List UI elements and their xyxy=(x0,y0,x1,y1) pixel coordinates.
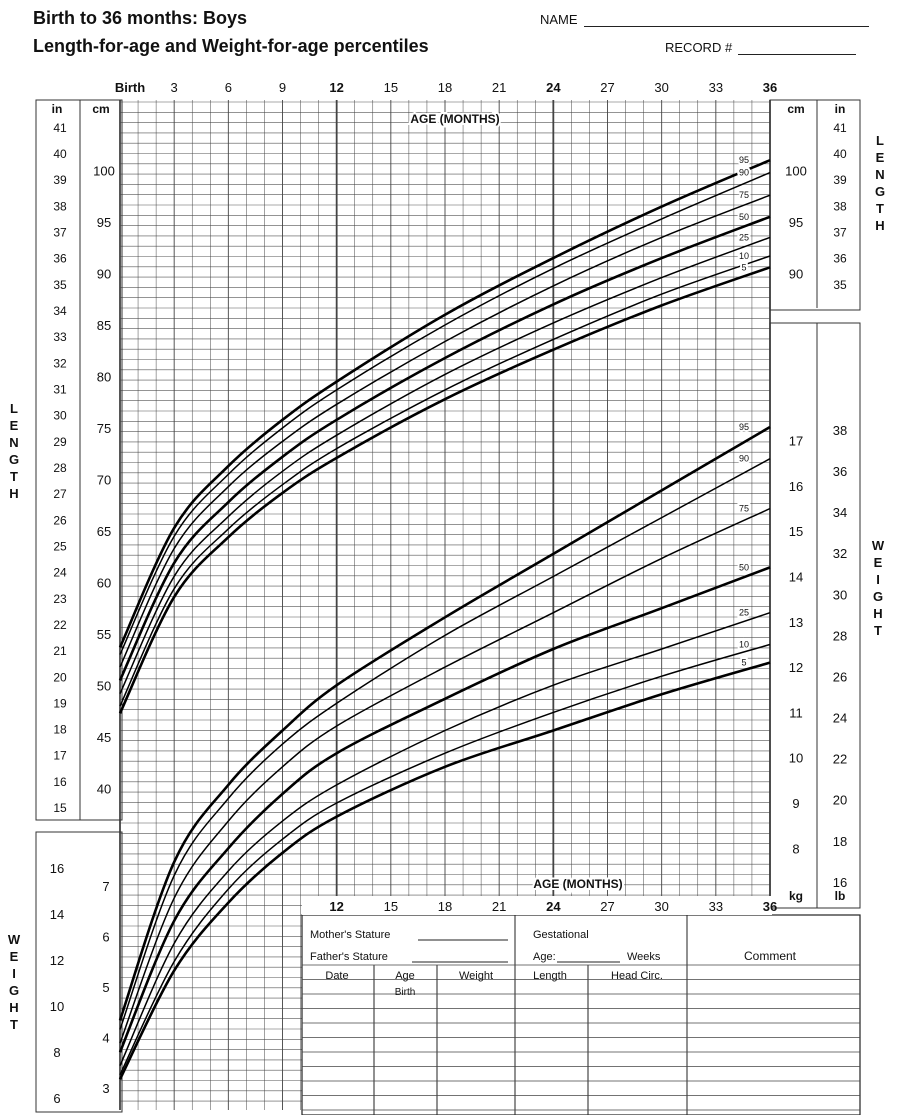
table-column-header: Length xyxy=(533,970,567,982)
weight-p25-label: 25 xyxy=(738,607,750,618)
length-p90-label: 90 xyxy=(738,167,750,178)
gestational-age-label: Age: xyxy=(533,951,556,963)
x-tick-label: 3 xyxy=(170,80,178,95)
axis-letter: T xyxy=(874,623,882,638)
axis-letter: H xyxy=(873,606,883,621)
in-tick-label: 34 xyxy=(53,303,67,318)
unit-in-label: in xyxy=(51,102,63,116)
weight-axis-label-left xyxy=(8,932,21,1032)
kg-tick-label: 13 xyxy=(788,614,804,630)
lb-tick-label: 12 xyxy=(49,953,65,968)
lower-x-tick-label: 24 xyxy=(546,899,561,914)
in-tick-label: 37 xyxy=(53,225,67,240)
in-tick-label: 36 xyxy=(53,251,67,266)
lb-tick-label: 36 xyxy=(832,463,848,479)
in-tick-label: 20 xyxy=(53,670,67,685)
in-tick-label: 36 xyxy=(833,251,847,266)
kg-tick-label: 8 xyxy=(792,841,800,857)
in-tick-label: 41 xyxy=(833,120,847,135)
record-table xyxy=(302,896,860,1115)
kg-tick-label: 16 xyxy=(788,478,804,494)
lower-x-tick-label: 12 xyxy=(329,899,344,914)
axis-letter: H xyxy=(875,218,885,233)
x-axis-label: AGE (MONTHS) xyxy=(410,112,500,126)
in-tick-label: 17 xyxy=(53,748,67,763)
x-tick-label: 9 xyxy=(278,80,287,95)
length-axis-label-right xyxy=(875,133,885,233)
cm-tick-label: 80 xyxy=(96,369,112,385)
cm-tick-label: 40 xyxy=(96,781,112,797)
record-table-bg xyxy=(302,915,860,1115)
lb-tick-label: 16 xyxy=(49,861,65,876)
kg-tick-label: 6 xyxy=(102,929,110,945)
chart-subtitle: Length-for-age and Weight-for-age percentiles xyxy=(33,36,429,56)
cm-tick-label: 100 xyxy=(785,163,807,179)
weight-p90-label: 90 xyxy=(738,453,750,464)
in-tick-label: 39 xyxy=(833,173,847,188)
in-tick-label: 40 xyxy=(53,147,67,162)
axis-letter: G xyxy=(872,589,884,604)
axis-letter: E xyxy=(875,150,885,165)
lower-age-axis-bg xyxy=(302,896,772,915)
lb-tick-label: 18 xyxy=(832,833,848,849)
cm-tick-label: 65 xyxy=(96,524,112,539)
cm-tick-label: 95 xyxy=(788,215,804,230)
axis-letter: H xyxy=(9,486,19,501)
kg-tick-label: 11 xyxy=(789,705,803,721)
lower-x-tick-label: 15 xyxy=(383,899,399,914)
lb-tick-label: 8 xyxy=(53,1045,61,1060)
in-tick-label: 18 xyxy=(53,722,67,737)
lb-tick-label: 14 xyxy=(49,907,65,922)
weeks-label: Weeks xyxy=(627,951,661,963)
lower-x-axis-label: AGE (MONTHS) xyxy=(533,877,623,891)
axis-letter: T xyxy=(10,1017,18,1032)
in-tick-label: 35 xyxy=(53,277,67,292)
in-tick-label: 31 xyxy=(53,382,67,397)
lb-tick-label: 16 xyxy=(832,874,848,890)
lb-tick-label: 38 xyxy=(832,422,848,438)
lb-tick-label: 30 xyxy=(832,587,848,603)
cm-tick-label: 50 xyxy=(96,678,112,694)
in-tick-label: 22 xyxy=(53,617,67,632)
in-tick-label: 40 xyxy=(833,147,847,162)
lower-x-tick-label: 18 xyxy=(437,899,453,914)
kg-tick-label: 14 xyxy=(788,569,804,585)
lower-x-tick-label: 33 xyxy=(708,899,724,914)
in-tick-label: 39 xyxy=(53,173,67,188)
weight-p75-label: 75 xyxy=(738,503,750,514)
length-p95-label: 95 xyxy=(738,155,750,166)
axis-letter: T xyxy=(876,201,884,216)
unit-cm-label: cm xyxy=(92,102,110,116)
x-tick-label: 18 xyxy=(437,80,453,95)
axis-letter: L xyxy=(10,401,18,416)
in-tick-label: 23 xyxy=(53,591,67,606)
axis-letter: G xyxy=(8,452,20,467)
cm-tick-label: 45 xyxy=(96,730,112,745)
length-p50-label: 50 xyxy=(738,211,750,222)
unit-cm-label: cm xyxy=(787,102,805,116)
kg-tick-label: 15 xyxy=(788,524,804,540)
axis-letter: T xyxy=(10,469,18,484)
in-tick-label: 41 xyxy=(53,120,67,135)
in-tick-label: 25 xyxy=(53,539,67,554)
axis-letter: N xyxy=(9,435,19,450)
in-tick-label: 33 xyxy=(53,330,67,345)
lb-tick-label: 20 xyxy=(832,792,848,808)
weight-p95-label: 95 xyxy=(738,422,750,433)
x-tick-label: 30 xyxy=(654,80,669,95)
cm-tick-label: 85 xyxy=(96,318,112,333)
x-tick-label: Birth xyxy=(114,80,146,95)
lb-tick-label: 6 xyxy=(53,1091,61,1106)
x-tick-label: 27 xyxy=(600,80,615,95)
length-p10-label: 10 xyxy=(738,250,750,261)
unit-kg-label: kg xyxy=(788,889,804,903)
x-tick-label: 15 xyxy=(383,80,399,95)
axis-letter: G xyxy=(874,184,886,199)
in-tick-label: 16 xyxy=(53,774,67,789)
record-label: RECORD # xyxy=(665,40,733,55)
cm-tick-label: 75 xyxy=(96,421,112,436)
kg-tick-label: 3 xyxy=(102,1081,110,1096)
length-p25-label: 25 xyxy=(738,232,750,243)
axis-letter: I xyxy=(12,966,16,981)
length-p5-label: 5 xyxy=(741,262,747,273)
length-axis-label-left xyxy=(9,401,19,501)
left-length-axis-box xyxy=(36,100,122,820)
axis-letter: G xyxy=(8,983,20,998)
x-tick-label: 21 xyxy=(491,80,507,95)
lb-tick-label: 28 xyxy=(832,628,848,644)
axis-letter: N xyxy=(875,167,885,182)
axis-letter: E xyxy=(873,555,883,570)
fathers-stature-label: Father's Stature xyxy=(310,951,388,963)
in-tick-label: 38 xyxy=(53,199,67,214)
first-age-label: Birth xyxy=(394,987,416,998)
axis-letter: W xyxy=(7,932,21,947)
cm-tick-label: 55 xyxy=(96,627,112,642)
in-tick-label: 38 xyxy=(833,199,847,214)
x-tick-label: 24 xyxy=(546,80,561,95)
length-p75-label: 75 xyxy=(738,190,750,201)
table-column-header: Head Circ. xyxy=(611,970,663,982)
table-column-header: Weight xyxy=(458,970,494,982)
kg-tick-label: 4 xyxy=(102,1030,110,1046)
cm-tick-label: 90 xyxy=(96,266,112,282)
in-tick-label: 27 xyxy=(53,487,67,502)
axis-letter: L xyxy=(876,133,884,148)
weight-p10-label: 10 xyxy=(738,639,750,650)
lower-x-tick-label: 27 xyxy=(600,899,615,914)
comment-label: Comment xyxy=(743,949,797,963)
in-tick-label: 24 xyxy=(53,565,67,580)
cm-tick-label: 100 xyxy=(93,163,115,179)
x-tick-label: 12 xyxy=(329,80,344,95)
table-column-header: Age xyxy=(395,970,415,982)
x-tick-label: 36 xyxy=(762,80,778,95)
in-tick-label: 35 xyxy=(833,277,847,292)
lower-x-tick-label: 21 xyxy=(491,899,507,914)
kg-tick-label: 10 xyxy=(788,750,804,766)
in-tick-label: 32 xyxy=(53,356,67,371)
in-tick-label: 37 xyxy=(833,225,847,240)
kg-tick-label: 7 xyxy=(102,879,110,894)
kg-tick-label: 5 xyxy=(102,980,110,995)
lower-x-tick-label: 36 xyxy=(762,899,778,914)
gestational-label: Gestational xyxy=(533,929,589,941)
in-tick-label: 28 xyxy=(53,460,67,475)
cm-tick-label: 70 xyxy=(96,472,112,488)
cm-tick-label: 60 xyxy=(96,575,112,591)
in-tick-label: 19 xyxy=(53,696,67,711)
in-tick-label: 29 xyxy=(53,434,67,449)
unit-lb-label: lb xyxy=(834,889,846,903)
lower-x-tick-label: 30 xyxy=(654,899,669,914)
weight-p50-label: 50 xyxy=(738,562,750,573)
cm-tick-label: 95 xyxy=(96,215,112,230)
axis-letter: W xyxy=(871,538,885,553)
axis-letter: H xyxy=(9,1000,19,1015)
right-weight-axis-box xyxy=(770,323,860,908)
x-tick-label: 33 xyxy=(708,80,724,95)
in-tick-label: 30 xyxy=(53,408,67,423)
x-tick-label: 6 xyxy=(224,80,232,95)
mothers-stature-label: Mother's Stature xyxy=(310,929,391,941)
in-tick-label: 21 xyxy=(53,644,67,659)
kg-tick-label: 12 xyxy=(788,660,804,676)
axis-letter: E xyxy=(9,418,19,433)
chart-title: Birth to 36 months: Boys xyxy=(33,8,248,28)
cm-tick-label: 90 xyxy=(788,266,804,282)
lb-tick-label: 26 xyxy=(832,669,848,685)
weight-p5-label: 5 xyxy=(741,657,747,668)
unit-in-label: in xyxy=(834,102,846,116)
in-tick-label: 26 xyxy=(53,513,67,528)
lb-tick-label: 10 xyxy=(49,999,65,1014)
axis-letter: I xyxy=(876,572,880,587)
table-column-header: Date xyxy=(325,970,349,982)
weight-axis-label-right xyxy=(872,538,885,638)
name-label: NAME xyxy=(540,12,578,27)
lb-tick-label: 24 xyxy=(832,710,848,726)
kg-tick-label: 17 xyxy=(788,433,804,449)
lb-tick-label: 34 xyxy=(832,505,848,521)
in-tick-label: 15 xyxy=(53,801,67,816)
lb-tick-label: 32 xyxy=(832,546,848,562)
lb-tick-label: 22 xyxy=(832,751,848,767)
axis-letter: E xyxy=(9,949,19,964)
kg-tick-label: 9 xyxy=(792,796,800,811)
